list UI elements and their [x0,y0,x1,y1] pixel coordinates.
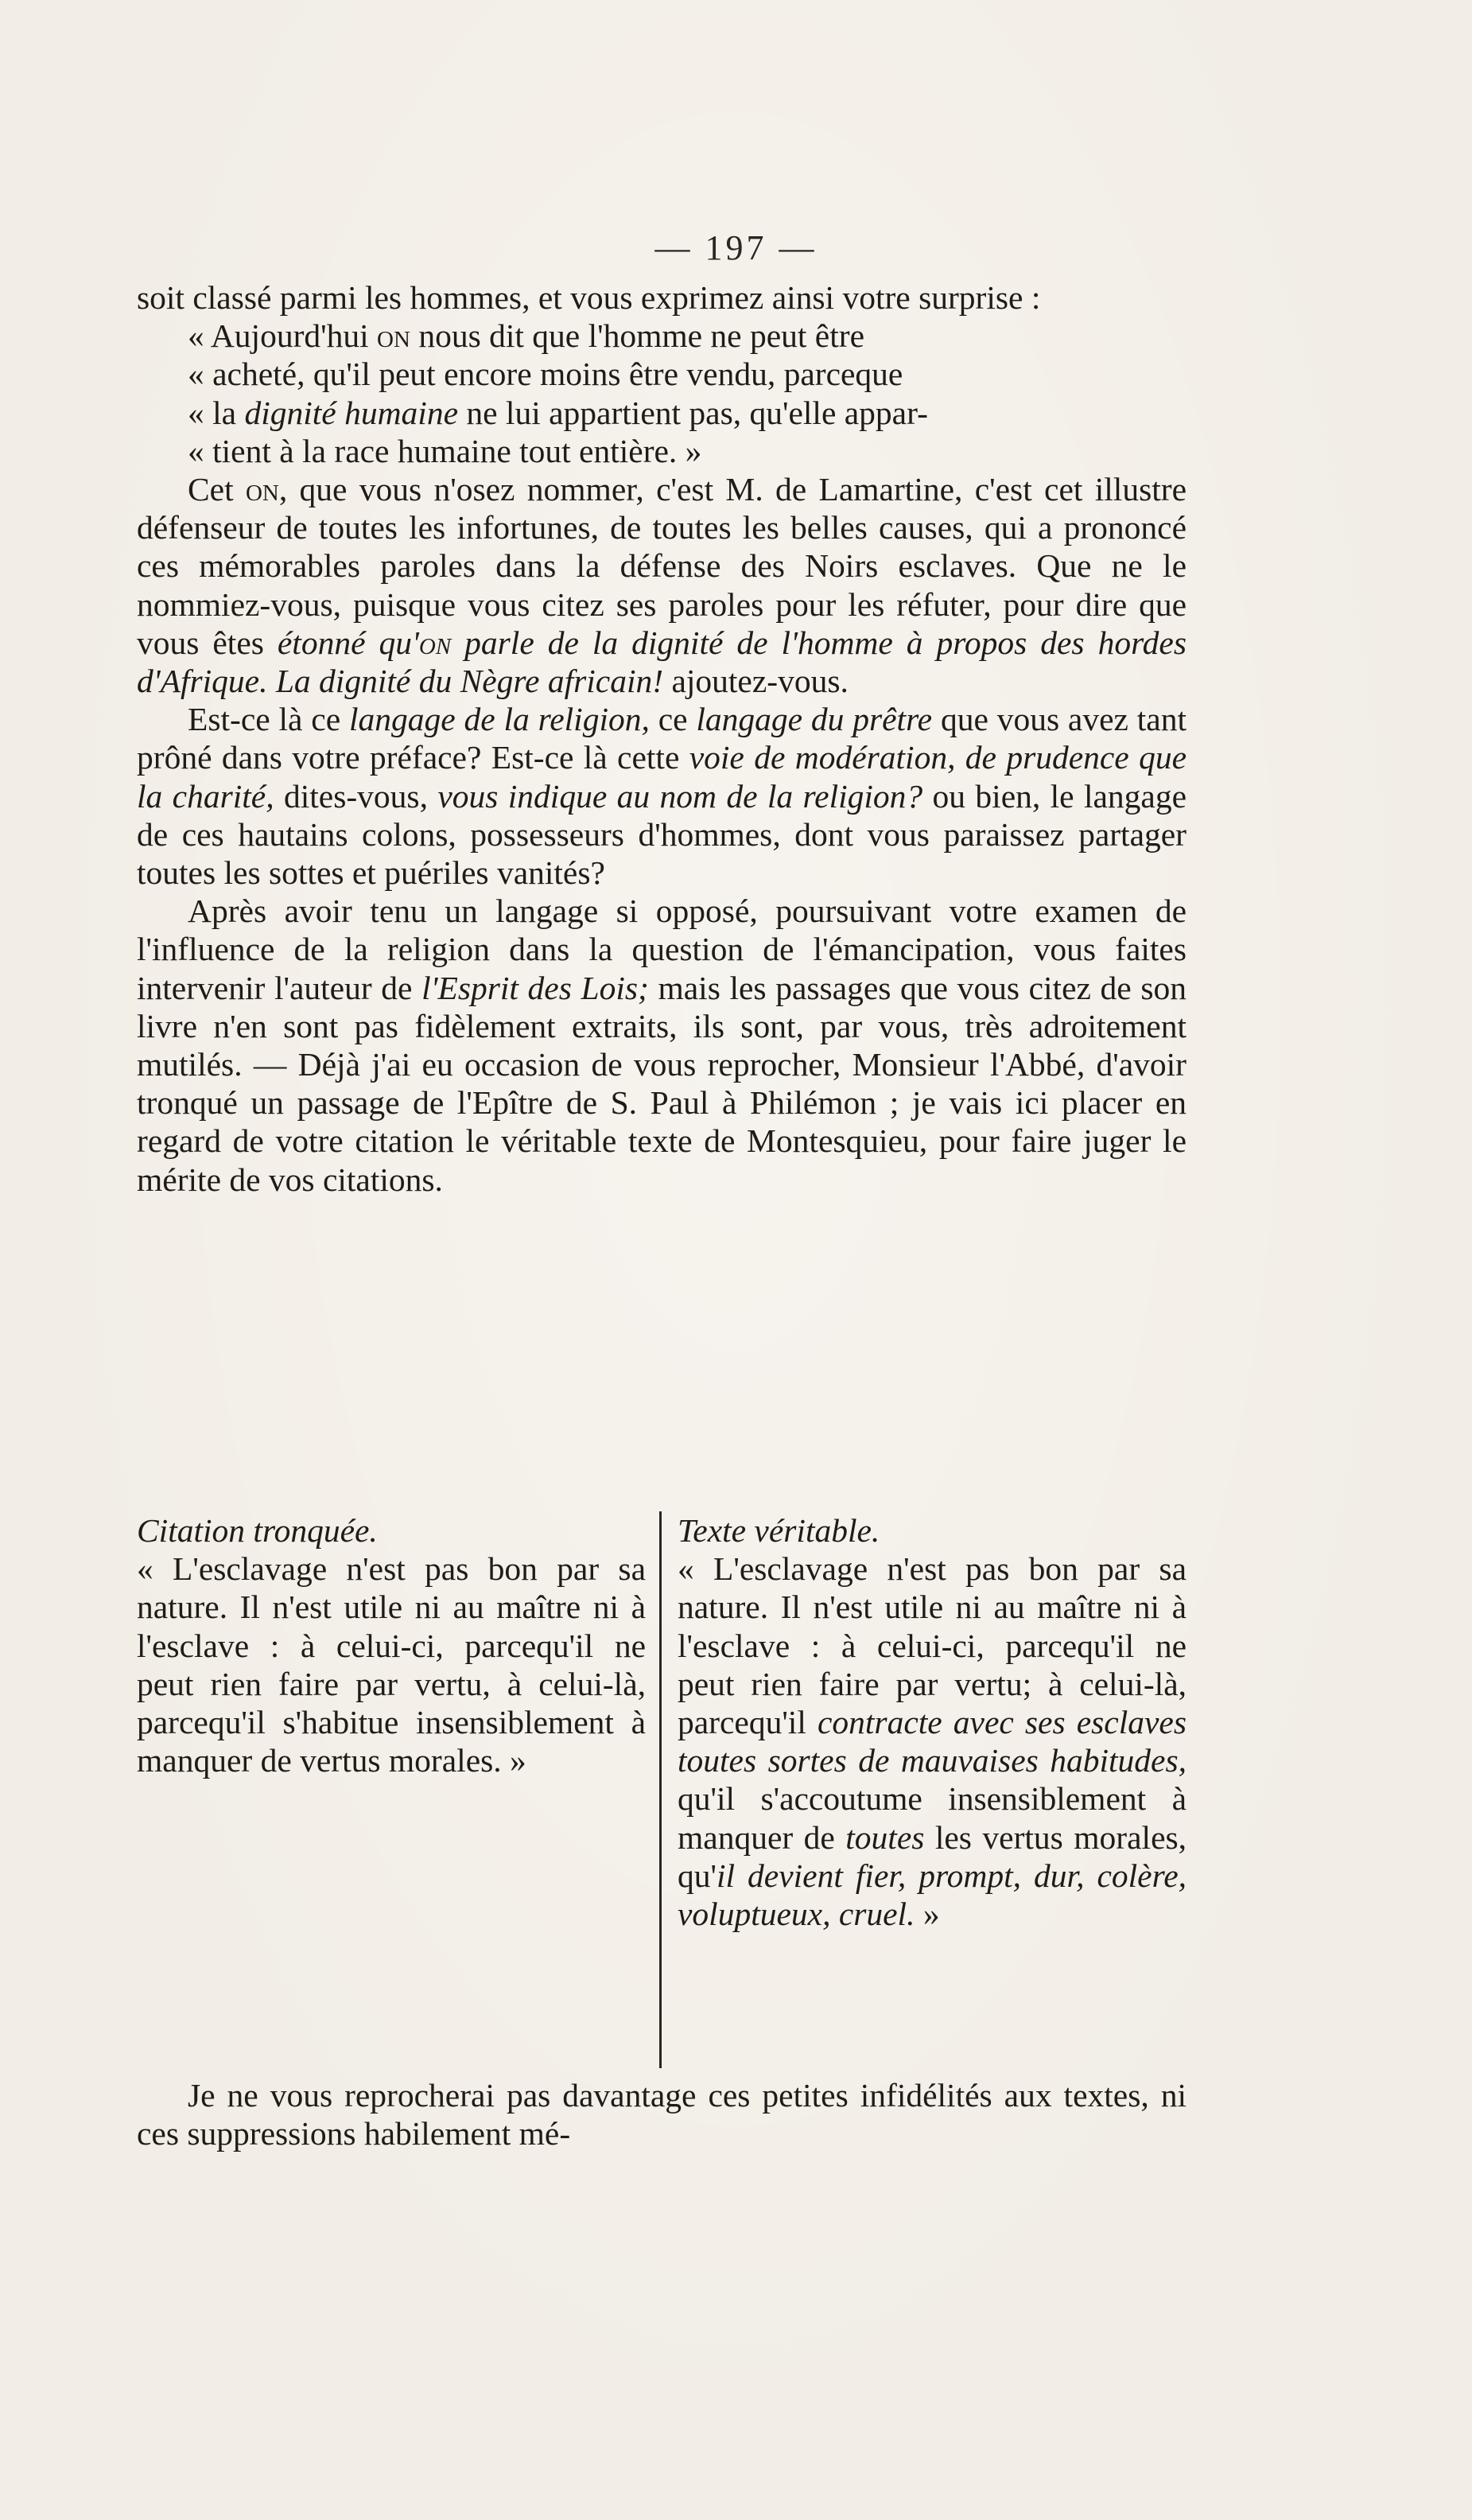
italic-run: parle de la dignité de l'homme à propos des hordes d'Afrique. La dignité du Nègre africain! [137,624,1187,700]
italic-run: langage du prêtre [696,701,933,738]
closing-paragraph: Je ne vous reprocherai pas davantage ces petites infidélités aux textes, ni ces suppressions habilement mé- [137,2077,1187,2152]
italic-run: toutes [845,1818,925,1856]
truncated-citation-text: « L'esclavage n'est pas bon par sa nature. Il n'est utile ni au maître ni à l'esclave : à celui-ci, parcequ'il ne peut rien faire par vertu, à celui-là, parcequ'il s'habitue insensiblement à manquer de vertus morales. » [137,1550,646,1779]
quote-text: « la [188,394,245,431]
italic-run: il devient fier, prompt, dur, colère, voluptueux, cruel. [678,1857,1187,1933]
lamartine-quote [137,317,1187,470]
text-run: dites-vous, [274,777,438,815]
paragraph-1: soit classé parmi les hommes, et vous exprimez ainsi votre surprise : [137,279,1041,316]
italic-run: vous indique au nom de la religion? [437,777,923,815]
on-emphasis: on [245,471,279,508]
comparison-columns [137,1511,1187,2068]
true-text-body [678,1550,1187,1933]
quote-line-1 [137,317,1187,355]
text-run: que vous avez tant prôné dans votre préface? Est-ce là cette [137,701,1187,776]
text-run: , que vous n'osez nommer, c'est M. de Lamartine, c'est cet illustre défenseur de toutes les infortunes, de toutes les belles causes, qui a prononcé ces mémorables paroles dans la défense des Noirs esclaves. Que ne le nommiez-vous, puisque vous citez ses paroles pour les réfuter, pour dire que vous êtes [137,471,1187,661]
quote-line-4: « tient à la race humaine tout entière. » [188,432,702,469]
text-run: « L'esclavage n'est pas bon par sa nature. Il n'est utile ni au maître ni à l'esclave : à celui-ci, parcequ'il ne peut rien faire par vertu; à celui-là, parcequ'il [678,1550,1187,1741]
italic-run: langage de la religion, [348,701,650,738]
text-run: qu'il s'accoutume insensiblement à manquer de [678,1780,1187,1856]
paragraph-2 [137,470,1187,700]
on-emphasis: on [418,624,452,661]
main-text-block [137,278,1187,1199]
text-run: Est-ce là ce [188,701,349,738]
paragraph-4 [137,892,1187,1199]
text-run: mais les passages que vous citez de son livre n'en sont pas fidèlement extraits, ils sont, par vous, très adroitement mutilés. — Déjà j'ai eu occasion de vous reprocher, Monsieur l'Abbé, d'avoir tronqué un passage de l'Epître de S. Paul à Philémon ; je vais ici placer en regard de votre citation le véritable texte de Montesquieu, pour faire juger le mérite de vos citations. [137,969,1187,1198]
text-run: ce [649,701,697,738]
truncated-citation-heading: Citation tronquée. [137,1512,378,1549]
quote-text: nous dit que l'homme ne peut être [410,317,864,355]
italic-run: étonné qu' [277,624,419,661]
text-run: ou bien, le langage de ces hautains colons, possesseurs d'hommes, dont vous paraissez partager toutes les sottes et puériles vanités? [137,777,1187,892]
quote-on-emphasis: on [377,317,410,355]
text-run: » [915,1896,940,1933]
page-number: — 197 — [654,228,818,267]
text-run: Après avoir tenu un langage si opposé, poursuivant votre examen de l'influence de la religion dans la question de l'émancipation, vous faites intervenir l'auteur de [137,892,1187,1006]
italic-run: l'Esprit des Lois; [421,969,649,1006]
italic-run: voie de modération, de prudence que la charité, [137,739,1187,815]
text-run: Cet [188,471,246,508]
closing-text-block [137,2076,1187,2152]
text-run: ajoutez-vous. [663,663,849,700]
truncated-citation-column [137,1511,646,1779]
quote-line-2: « acheté, qu'il peut encore moins être vendu, parceque [188,356,903,393]
italic-run: contracte avec ses esclaves toutes sortes de mauvaises habitudes, [678,1704,1187,1779]
text-run: les vertus morales, qu' [678,1818,1187,1894]
quote-text: ne lui appartient pas, qu'elle appar- [458,394,928,431]
true-text-column [678,1511,1187,1933]
true-text-heading: Texte véritable. [678,1512,880,1549]
quote-text: « Aujourd'hui [188,317,378,355]
paragraph-3 [137,700,1187,892]
quote-italic: dignité humaine [244,394,459,431]
quote-line-3 [137,394,1187,432]
column-divider [659,1511,662,2068]
